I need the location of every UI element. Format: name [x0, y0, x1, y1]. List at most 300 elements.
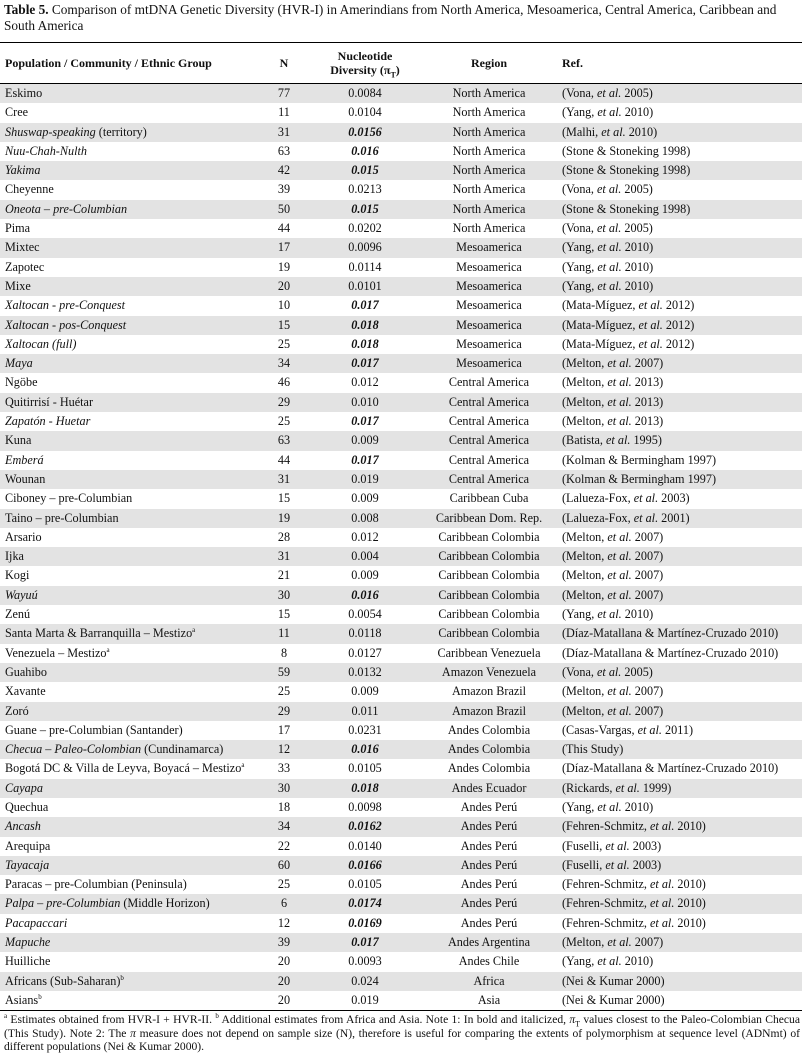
- cell-diversity: 0.010: [310, 393, 420, 412]
- cell-n: 18: [277, 799, 291, 814]
- cell-population: [0, 682, 258, 701]
- table-row: [0, 933, 802, 952]
- population-text: Zoró: [5, 703, 29, 718]
- cell-population: [0, 952, 258, 971]
- cell-region: Andes Perú: [460, 838, 518, 853]
- cell-region: Caribbean Colombia: [438, 568, 540, 583]
- population-text: Venezuela – Mestizo: [5, 645, 107, 660]
- ref-text: (Lalueza-Fox,: [562, 510, 634, 525]
- table-row: [0, 991, 802, 1011]
- footnote-sup-b: b: [215, 1012, 219, 1021]
- table-row: [0, 412, 802, 431]
- cell-region: Amazon Venezuela: [420, 663, 558, 682]
- table-row: [0, 142, 802, 161]
- cell-ref: [558, 470, 802, 489]
- cell-diversity: 0.017: [310, 933, 420, 952]
- population-text: Zapotec: [5, 259, 45, 274]
- population-text: Guane – pre-Columbian (Santander): [5, 722, 183, 737]
- ref-text: (Vona,: [562, 664, 597, 679]
- cell-n: 31: [258, 547, 310, 566]
- population-text: Arequipa: [5, 838, 51, 853]
- cell-n: 20: [277, 954, 291, 969]
- ref-text: (Melton,: [562, 414, 608, 429]
- ref-text: (Nei & Kumar 2000): [562, 992, 665, 1007]
- cell-population: [0, 489, 258, 508]
- population-text: Eskimo: [5, 86, 43, 100]
- ref-year: 2010): [674, 896, 706, 911]
- ref-et-al: et al.: [597, 799, 622, 814]
- ref-et-al: et al.: [607, 414, 632, 429]
- header-n: N: [258, 43, 310, 84]
- ref-text: (Melton,: [562, 703, 608, 718]
- cell-n: 25: [277, 336, 291, 351]
- ref-year: 2010): [625, 124, 658, 139]
- cell-population: [0, 470, 258, 489]
- header-diversity-end: ): [395, 63, 400, 77]
- cell-region: Mesoamerica: [420, 354, 558, 373]
- cell-population: [0, 123, 258, 142]
- population-italic: Mapuche: [5, 935, 51, 950]
- cell-n: 20: [258, 991, 310, 1011]
- population-italic: Yakima: [5, 163, 41, 178]
- cell-ref: [558, 566, 802, 585]
- cell-n: 19: [258, 509, 310, 528]
- ref-text: (Yang,: [562, 607, 598, 622]
- ref-year: 2010): [674, 819, 706, 834]
- cell-n: 30: [258, 586, 310, 605]
- cell-n: 77: [258, 84, 310, 104]
- cell-region: Andes Perú: [460, 877, 518, 892]
- ref-et-al: et al.: [638, 317, 663, 332]
- ref-text: (Rickards,: [562, 780, 616, 795]
- cell-region: Andes Chile: [458, 954, 520, 969]
- cell-n: 17: [258, 238, 310, 257]
- ref-year: 2007): [631, 684, 664, 699]
- cell-diversity: 0.0231: [348, 722, 382, 737]
- ref-year: 2003): [629, 838, 662, 853]
- ref-year: 2010): [621, 278, 654, 293]
- cell-ref: [558, 296, 802, 315]
- table-footnote: [4, 1013, 800, 1054]
- cell-ref: [558, 180, 802, 199]
- ref-text: (Yang,: [562, 278, 598, 293]
- cell-population: [0, 316, 258, 335]
- ref-text: (Mata-Míguez,: [562, 336, 639, 351]
- population-italic: Pacapaccari: [5, 915, 68, 930]
- cell-ref: [558, 103, 802, 122]
- ref-year: 2010): [674, 877, 706, 892]
- table-row: [0, 644, 802, 663]
- cell-population: [0, 566, 258, 585]
- cell-n: 50: [258, 200, 310, 219]
- cell-ref: [558, 759, 802, 778]
- cell-population: [0, 258, 258, 277]
- cell-diversity: 0.017: [351, 452, 379, 467]
- ref-et-al: et al.: [597, 105, 622, 120]
- cell-ref: [558, 258, 802, 277]
- table-row: [0, 123, 802, 142]
- population-italic: Wayuú: [5, 587, 38, 602]
- cell-diversity: 0.0101: [310, 277, 420, 296]
- cell-region: Caribbean Venezuela: [437, 645, 541, 660]
- population-footnote-mark: b: [38, 992, 42, 1001]
- cell-n: 31: [258, 470, 310, 489]
- cell-n: 15: [277, 491, 291, 506]
- ref-text: (Yang,: [562, 954, 598, 969]
- ref-year: 2013): [631, 375, 664, 390]
- cell-ref: [558, 431, 802, 450]
- cell-n: 46: [277, 375, 291, 390]
- cell-diversity: 0.017: [351, 298, 379, 313]
- table-row: [0, 566, 802, 585]
- ref-text: (Melton,: [562, 394, 608, 409]
- cell-region: North America: [420, 84, 558, 104]
- cell-region: Andes Argentina: [420, 933, 558, 952]
- ref-year: 2010): [621, 240, 654, 255]
- cell-region: Mesoamerica: [420, 238, 558, 257]
- ref-et-al: et al.: [607, 935, 632, 950]
- ref-text: (Melton,: [562, 375, 608, 390]
- cell-ref: [558, 605, 802, 624]
- cell-population: [0, 412, 258, 431]
- cell-n: 29: [258, 393, 310, 412]
- ref-et-al: et al.: [596, 221, 622, 236]
- cell-n: 11: [278, 105, 290, 120]
- footnote-pi-sub: T: [575, 1019, 581, 1029]
- ref-text: (Nei & Kumar 2000): [562, 973, 665, 988]
- table-row: [0, 624, 802, 643]
- table-row: [0, 972, 802, 991]
- table-row: [0, 798, 802, 817]
- footnote-sup-a: a: [4, 1012, 8, 1021]
- cell-region: Amazon Brazil: [420, 702, 558, 721]
- footnote-text-b: Additional estimates from Africa and Asia. Note 1: In bold and italicized,: [218, 1013, 570, 1026]
- table-row: [0, 759, 802, 778]
- ref-et-al: et al.: [607, 703, 632, 718]
- cell-diversity: 0.016: [310, 740, 420, 759]
- population-footnote-mark: b: [120, 973, 124, 982]
- cell-n: 34: [258, 354, 310, 373]
- cell-region: Andes Ecuador: [420, 779, 558, 798]
- cell-diversity: 0.009: [310, 431, 420, 450]
- population-italic: Oneota – pre-Columbian: [5, 201, 128, 216]
- ref-et-al: et al.: [638, 298, 663, 313]
- cell-ref: [558, 509, 802, 528]
- table-row: [0, 779, 802, 798]
- ref-text: (Stone & Stoneking 1998): [562, 201, 691, 216]
- cell-diversity: 0.008: [310, 509, 420, 528]
- cell-region: Central America: [448, 452, 530, 467]
- population-italic: Shuswap-speaking: [5, 124, 96, 139]
- table-row: [0, 84, 802, 104]
- cell-ref: [558, 335, 802, 354]
- table-row: [0, 277, 802, 296]
- cell-population: [0, 875, 258, 894]
- population-text: Guahibo: [5, 664, 47, 679]
- cell-n: 10: [277, 298, 291, 313]
- ref-text: (Vona,: [562, 86, 597, 100]
- ref-text: (Mata-Míguez,: [562, 317, 639, 332]
- cell-ref: [558, 489, 802, 508]
- ref-year: 1995): [630, 433, 662, 448]
- table-body: [0, 84, 802, 1011]
- table-row: [0, 702, 802, 721]
- cell-n: 15: [277, 607, 291, 622]
- ref-year: 2007): [631, 568, 664, 583]
- population-text: Ciboney – pre-Columbian: [5, 491, 133, 506]
- cell-region: North America: [420, 161, 558, 180]
- cell-diversity: 0.018: [310, 316, 420, 335]
- cell-diversity: 0.015: [310, 161, 420, 180]
- ref-year: 2007): [631, 529, 664, 544]
- cell-diversity: 0.0054: [348, 607, 382, 622]
- ref-text: (Batista,: [562, 433, 607, 448]
- cell-ref: [558, 740, 802, 759]
- population-text: Mixtec: [5, 240, 40, 255]
- cell-region: Andes Perú: [460, 915, 518, 930]
- ref-text: (Malhi,: [562, 124, 602, 139]
- cell-region: Andes Perú: [420, 817, 558, 836]
- cell-ref: [558, 142, 802, 161]
- ref-text: (Melton,: [562, 935, 608, 950]
- footnote-pi-2: π: [130, 1026, 136, 1040]
- ref-et-al: et al.: [607, 684, 632, 699]
- cell-population: [0, 740, 258, 759]
- ref-year: 2012): [662, 298, 695, 313]
- cell-region: North America: [452, 182, 526, 197]
- cell-population: [0, 798, 258, 817]
- ref-et-al: et al.: [597, 240, 622, 255]
- ref-year: 2010): [621, 259, 654, 274]
- cell-region: Andes Perú: [420, 856, 558, 875]
- header-ref: Ref.: [558, 43, 802, 84]
- cell-ref: [558, 354, 802, 373]
- cell-population: [0, 277, 258, 296]
- ref-et-al: et al.: [607, 549, 632, 564]
- ref-et-al: et al.: [650, 896, 675, 911]
- ref-et-al: et al.: [607, 375, 632, 390]
- ref-year: 2011): [661, 722, 693, 737]
- cell-ref: [558, 412, 802, 431]
- ref-et-al: et al.: [597, 278, 622, 293]
- cell-region: Caribbean Colombia: [420, 624, 558, 643]
- ref-text: (Yang,: [562, 105, 598, 120]
- population-footnote-mark: a: [192, 626, 196, 635]
- ref-year: 2001): [658, 510, 690, 525]
- cell-region: North America: [420, 200, 558, 219]
- cell-ref: [558, 702, 802, 721]
- population-text: Kuna: [5, 433, 32, 448]
- cell-region: Caribbean Colombia: [438, 529, 540, 544]
- ref-et-al: et al.: [597, 954, 622, 969]
- ref-et-al: et al.: [596, 86, 622, 100]
- cell-population: [0, 373, 258, 392]
- cell-ref: [558, 779, 802, 798]
- cell-ref: [558, 277, 802, 296]
- ref-text: (Díaz-Matallana & Martínez-Cruzado 2010): [562, 626, 779, 641]
- table-row: [0, 258, 802, 277]
- ref-et-al: et al.: [607, 568, 632, 583]
- population-text: Zenú: [5, 607, 31, 622]
- ref-et-al: et al.: [607, 356, 632, 371]
- population-footnote-mark: a: [241, 761, 245, 770]
- cell-population: [0, 354, 258, 373]
- cell-diversity: 0.015: [310, 200, 420, 219]
- cell-diversity: 0.018: [351, 336, 379, 351]
- cell-population: [0, 161, 258, 180]
- cell-ref: [558, 238, 802, 257]
- table-row: [0, 721, 802, 740]
- cell-ref: [558, 451, 802, 470]
- ref-year: 1999): [639, 780, 672, 795]
- ref-year: 2007): [631, 935, 664, 950]
- ref-text: (Yang,: [562, 799, 598, 814]
- cell-region: Andes Perú: [420, 894, 558, 913]
- ref-et-al: et al.: [638, 336, 663, 351]
- table-row: [0, 238, 802, 257]
- cell-ref: [558, 894, 802, 913]
- population-italic: Xaltocan (full): [5, 336, 77, 351]
- cell-region: Mesoamerica: [456, 259, 522, 274]
- cell-population: [0, 238, 258, 257]
- ref-et-al: et al.: [615, 780, 640, 795]
- cell-n: 29: [258, 702, 310, 721]
- ref-text: (Fuselli,: [562, 857, 606, 872]
- cell-n: 12: [258, 740, 310, 759]
- table-row: [0, 393, 802, 412]
- cell-diversity: 0.012: [351, 375, 379, 390]
- header-diversity-line2: Diversity (π: [330, 63, 391, 77]
- cell-diversity: 0.012: [351, 529, 379, 544]
- cell-n: 59: [258, 663, 310, 682]
- cell-diversity: 0.0093: [348, 954, 382, 969]
- cell-population: [0, 84, 258, 104]
- ref-text: (Fuselli,: [562, 838, 606, 853]
- cell-n: 60: [258, 856, 310, 875]
- ref-et-al: et al.: [605, 857, 630, 872]
- cell-diversity: 0.0104: [348, 105, 382, 120]
- cell-diversity: 0.009: [351, 568, 379, 583]
- ref-text: (Casas-Vargas,: [562, 722, 638, 737]
- ref-year: 2010): [621, 799, 654, 814]
- cell-ref: [558, 798, 802, 817]
- cell-n: 44: [277, 452, 291, 467]
- cell-diversity: 0.0098: [348, 799, 382, 814]
- cell-region: Caribbean Dom. Rep.: [420, 509, 558, 528]
- population-text: Kogi: [5, 568, 30, 583]
- population-italic: Palpa – pre-Columbian: [5, 896, 121, 911]
- population-text: Pima: [5, 221, 31, 236]
- ref-text: (Melton,: [562, 529, 608, 544]
- cell-ref: [558, 644, 802, 663]
- ref-text: (Lalueza-Fox,: [562, 491, 634, 506]
- cell-region: Mesoamerica: [420, 316, 558, 335]
- cell-population: [0, 759, 258, 778]
- ref-year: 2005): [621, 86, 653, 100]
- ref-text: (Melton,: [562, 587, 608, 602]
- footnote-pi: π: [569, 1013, 576, 1026]
- ref-text: (Melton,: [562, 549, 608, 564]
- ref-year: 2007): [631, 587, 664, 602]
- ref-year: 2010): [621, 105, 654, 120]
- ref-text: (Vona,: [562, 182, 597, 197]
- table-row: [0, 682, 802, 701]
- table-header-row: [0, 43, 802, 84]
- ref-et-al: et al.: [597, 607, 622, 622]
- cell-diversity: 0.0132: [310, 663, 420, 682]
- population-text: Mixe: [5, 278, 31, 293]
- cell-ref: [558, 914, 802, 933]
- ref-text: (Fehren-Schmitz,: [562, 877, 650, 892]
- ref-text: (Melton,: [562, 568, 608, 583]
- cell-population: [0, 509, 258, 528]
- cell-diversity: 0.024: [310, 972, 420, 991]
- cell-region: North America: [452, 143, 526, 158]
- table-row: [0, 103, 802, 122]
- diversity-table: [0, 42, 802, 1011]
- table-row: [0, 180, 802, 199]
- cell-population: [0, 393, 258, 412]
- ref-text: (Melton,: [562, 356, 608, 371]
- cell-n: 12: [277, 915, 291, 930]
- cell-region: Central America: [420, 393, 558, 412]
- table-row: [0, 431, 802, 450]
- cell-n: 25: [277, 877, 291, 892]
- cell-population: [0, 644, 258, 663]
- table-row: [0, 470, 802, 489]
- population-italic: Tayacaja: [5, 857, 50, 872]
- cell-diversity: 0.0105: [348, 761, 382, 776]
- table-row: [0, 894, 802, 913]
- cell-ref: [558, 721, 802, 740]
- cell-ref: [558, 933, 802, 952]
- cell-n: 17: [277, 722, 291, 737]
- cell-diversity: 0.017: [351, 414, 379, 429]
- ref-text: (Mata-Míguez,: [562, 298, 639, 313]
- caption-text: Comparison of mtDNA Genetic Diversity (HVR-I) in Amerindians from North America, Mesoamerica, Central America, Caribbean and South America: [4, 2, 777, 33]
- population-text: Africans (Sub-Saharan): [5, 973, 121, 988]
- population-text: Wounan: [5, 471, 46, 486]
- cell-n: 63: [277, 143, 291, 158]
- ref-year: 2007): [631, 356, 664, 371]
- table-row: [0, 528, 802, 547]
- population-text: Quitirrisí - Huétar: [5, 394, 93, 409]
- cell-diversity: 0.0114: [348, 259, 382, 274]
- ref-et-al: et al.: [650, 819, 675, 834]
- cell-diversity: 0.0118: [310, 624, 420, 643]
- ref-et-al: et al.: [605, 838, 630, 853]
- cell-ref: [558, 682, 802, 701]
- cell-population: [0, 721, 258, 740]
- population-italic: Checua – Paleo-Colombian: [5, 742, 142, 757]
- ref-text: (Kolman & Bermingham 1997): [562, 471, 717, 486]
- cell-diversity: 0.004: [310, 547, 420, 566]
- ref-year: 2010): [674, 915, 706, 930]
- table-row: [0, 817, 802, 836]
- cell-region: Mesoamerica: [420, 277, 558, 296]
- cell-ref: [558, 624, 802, 643]
- cell-diversity: 0.011: [310, 702, 420, 721]
- ref-et-al: et al.: [607, 394, 632, 409]
- cell-region: Central America: [448, 375, 530, 390]
- cell-ref: [558, 528, 802, 547]
- cell-ref: [558, 952, 802, 971]
- cell-n: 20: [258, 277, 310, 296]
- cell-n: 21: [277, 568, 291, 583]
- cell-population: [0, 991, 258, 1011]
- ref-year: 2013): [631, 394, 664, 409]
- cell-diversity: 0.0202: [348, 221, 382, 236]
